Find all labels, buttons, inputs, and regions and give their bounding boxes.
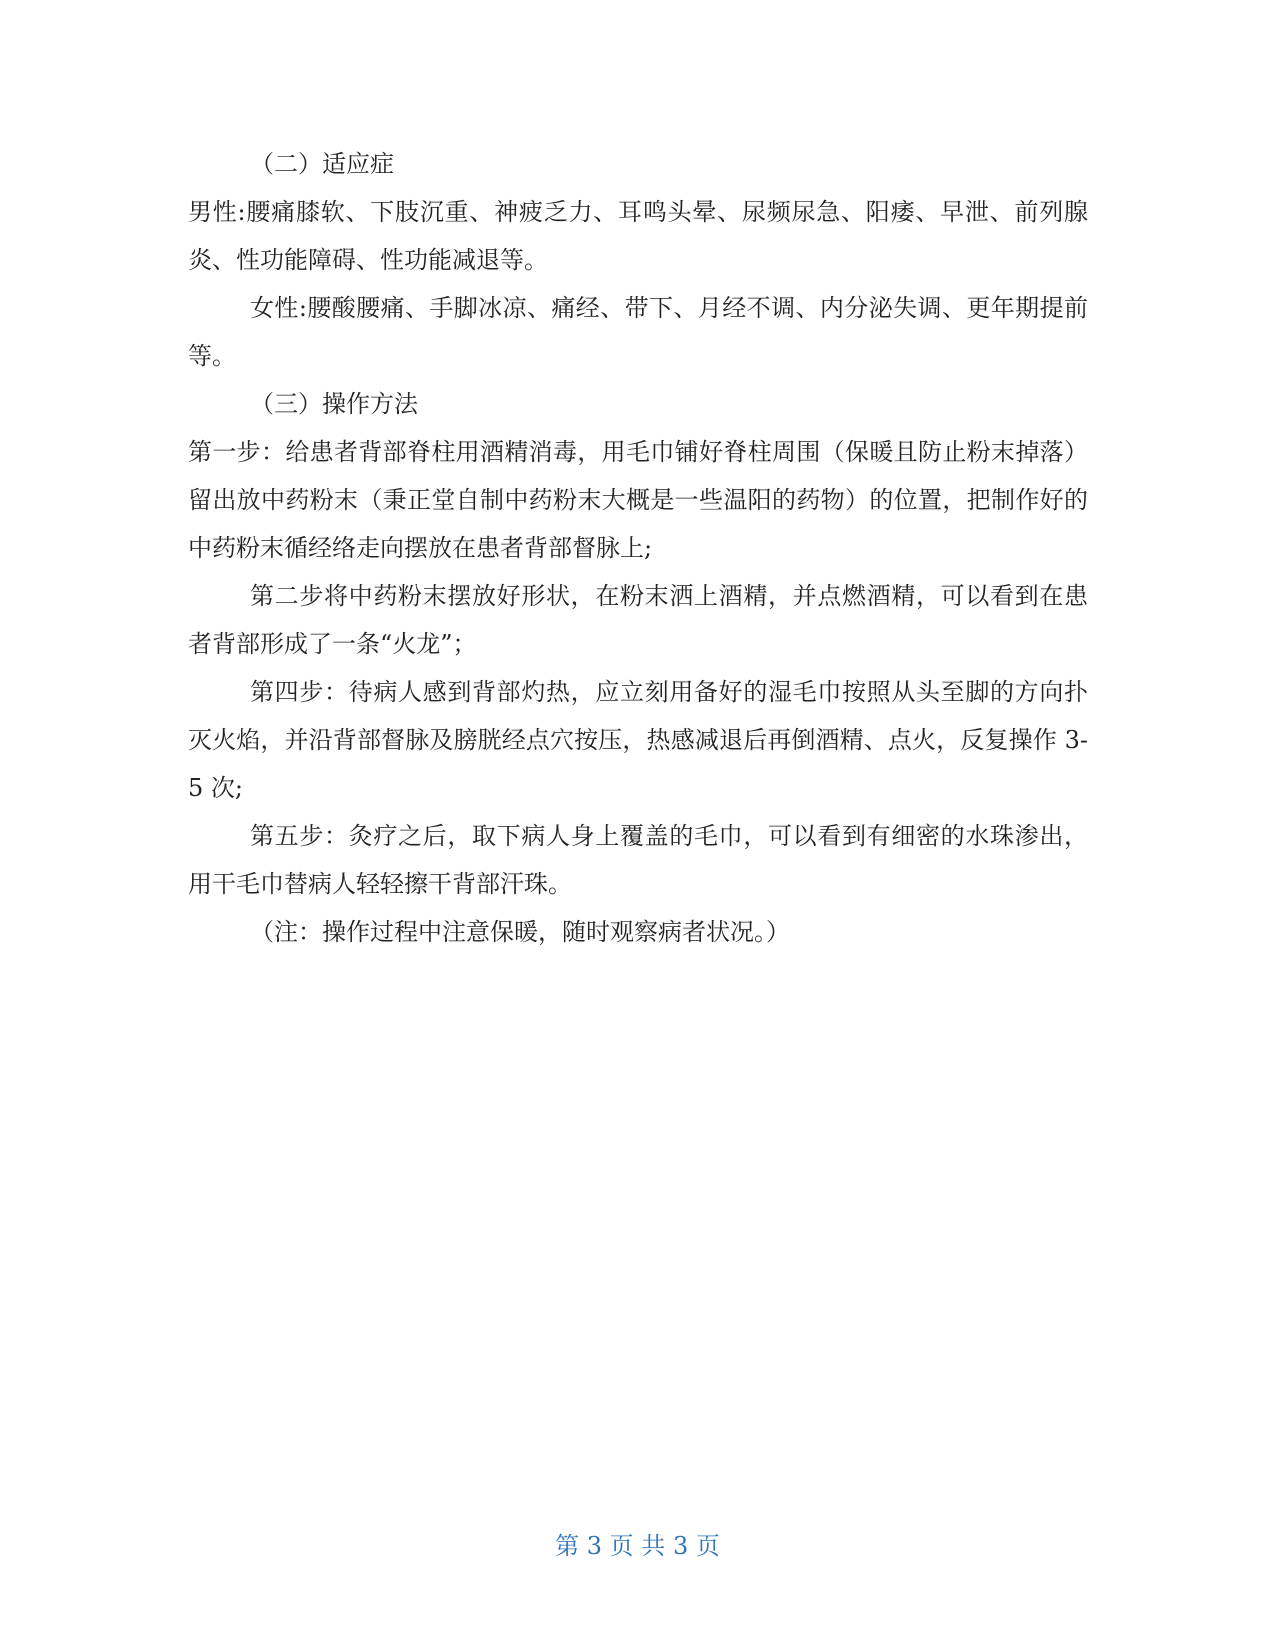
paragraph-note: （注：操作过程中注意保暖，随时观察病者状况。） [250,918,790,946]
paragraph-step-2: 第二步将中药粉末摆放好形状，在粉末洒上酒精，并点燃酒精，可以看到在患者背部形成了一条“火龙”； [188,582,1088,658]
section-heading-indications: （二）适应症 [250,150,394,178]
page-footer [0,1528,1275,1564]
paragraph-step-5: 第五步：灸疗之后，取下病人身上覆盖的毛巾，可以看到有细密的水珠渗出，用干毛巾替病人轻轻擦干背部汗珠。 [188,822,1088,898]
section-heading-method: （三）操作方法 [250,390,418,418]
page-number-label: 第 3 页 共 3 页 [555,1532,720,1560]
paragraph-female-indications: 女性:腰酸腰痛、手脚冰凉、痛经、带下、月经不调、内分泌失调、更年期提前等。 [188,294,1088,370]
paragraph-step-1: 第一步：给患者背部脊柱用酒精消毒，用毛巾铺好脊柱周围（保暖且防止粉末掉落）留出放中药粉末（秉正堂自制中药粉末大概是一些温阳的药物）的位置，把制作好的中药粉末循经络走向摆放在患者背部督脉上; [188,438,1088,562]
paragraph-step-4: 第四步：待病人感到背部灼热，应立刻用备好的湿毛巾按照从头至脚的方向扑灭火焰，并沿背部督脉及膀胱经点穴按压，热感减退后再倒酒精、点火，反复操作 3-5 次; [188,678,1088,802]
paragraph-male-indications: 男性:腰痛膝软、下肢沉重、神疲乏力、耳鸣头晕、尿频尿急、阳痿、早泄、前列腺炎、性功能障碍、性功能减退等。 [188,198,1088,274]
page-content [188,140,1088,956]
